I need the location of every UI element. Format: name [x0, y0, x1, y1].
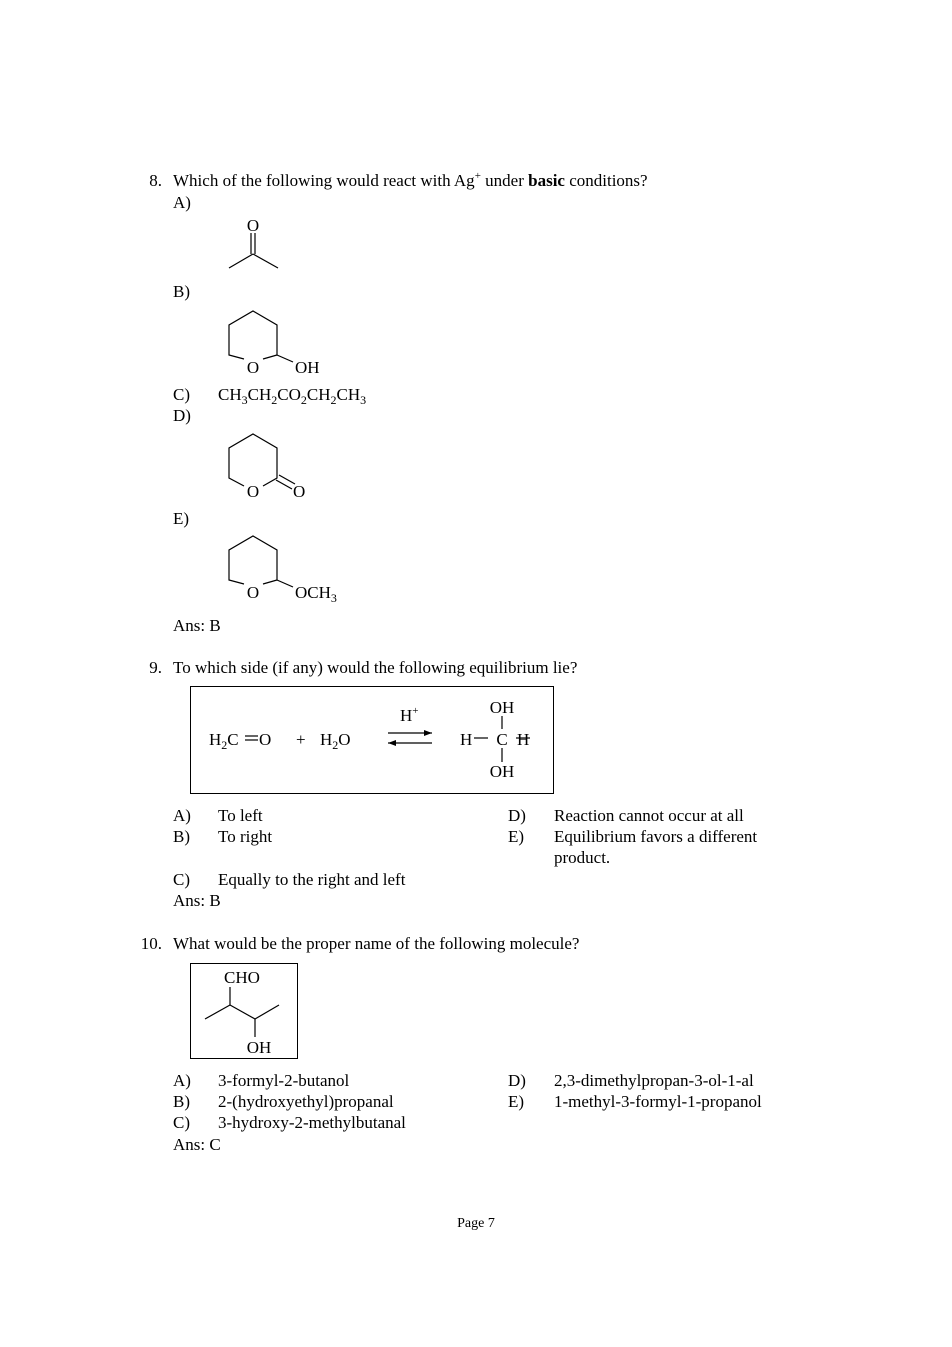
question-number: 8.: [149, 171, 162, 190]
option-c-letter: C): [173, 385, 190, 404]
question-stem: To which side (if any) would the following equilibrium lie?: [173, 658, 578, 677]
hydroxyl-label: OH: [295, 358, 320, 377]
question-stem: What would be the proper name of the following molecule?: [173, 934, 580, 953]
option-c-formula: $CH_3CH_2CO_2CH_2CH_3$: [218, 385, 367, 407]
answer: Ans: C: [173, 1135, 221, 1154]
option-a-letter: A): [173, 1071, 191, 1090]
option-d-text: 2,3-dimethylpropan-3-ol-1-al: [554, 1071, 754, 1090]
option-d-text: Reaction cannot occur at all: [554, 806, 744, 825]
option-a-letter: A): [173, 806, 191, 825]
ring-oxygen: O: [246, 482, 260, 501]
svg-text:O: O: [259, 730, 272, 749]
methoxy-label: $OCH_3$: [295, 583, 337, 605]
option-d-letter: D): [173, 406, 191, 425]
answer: Ans: B: [173, 616, 221, 635]
option-e-text: 1-methyl-3-formyl-1-propanol: [554, 1092, 762, 1111]
carbonyl-oxygen: O: [293, 482, 306, 501]
option-a-text: 3-formyl-2-butanol: [218, 1071, 350, 1090]
svg-text:CHO: CHO: [224, 968, 260, 987]
question-number: 9.: [149, 658, 162, 677]
svg-text:OH: OH: [246, 1038, 272, 1057]
option-a-text: To left: [218, 806, 263, 825]
option-b-letter: B): [173, 1092, 190, 1111]
svg-text:H: H: [460, 730, 473, 749]
svg-text:+: +: [296, 730, 306, 749]
option-e-letter: E): [508, 827, 525, 846]
option-c-letter: C): [173, 1113, 190, 1132]
option-b-text: To right: [218, 827, 273, 846]
option-c-text: 3-hydroxy-2-methylbutanal: [218, 1113, 406, 1132]
carbonyl-oxygen: O: [246, 216, 260, 235]
svg-text:H: H: [517, 730, 530, 749]
option-b-letter: B): [173, 282, 190, 301]
option-e-letter: E): [173, 509, 190, 528]
option-a-letter: A): [173, 193, 191, 212]
ring-oxygen: O: [246, 358, 260, 377]
svg-text:H2C: $H_2C$: [209, 730, 239, 752]
page-number: Page 7: [457, 1216, 495, 1231]
option-d-letter: D): [508, 1071, 526, 1090]
option-c-text: Equally to the right and left: [218, 870, 406, 889]
option-e-text-line2: product.: [554, 848, 611, 867]
option-b-text: 2-(hydroxyethyl)propanal: [218, 1092, 394, 1111]
option-e-text-line1: Equilibrium favors a different: [554, 827, 758, 846]
ring-oxygen: O: [246, 583, 260, 602]
svg-text:C: C: [496, 730, 508, 749]
svg-text:OH: OH: [489, 762, 515, 781]
svg-text:H2O: $H_2O$: [320, 730, 351, 752]
option-c-letter: C): [173, 870, 190, 889]
answer: Ans: B: [173, 891, 221, 910]
question-number: 10.: [140, 934, 162, 953]
svg-text:H+: H+: [400, 705, 419, 725]
option-b-letter: B): [173, 827, 190, 846]
svg-text:OH: OH: [489, 698, 515, 717]
option-e-letter: E): [508, 1092, 525, 1111]
question-stem: Which of the following would react with Ag+ under basic conditions?: [173, 170, 648, 190]
option-d-letter: D): [508, 806, 526, 825]
